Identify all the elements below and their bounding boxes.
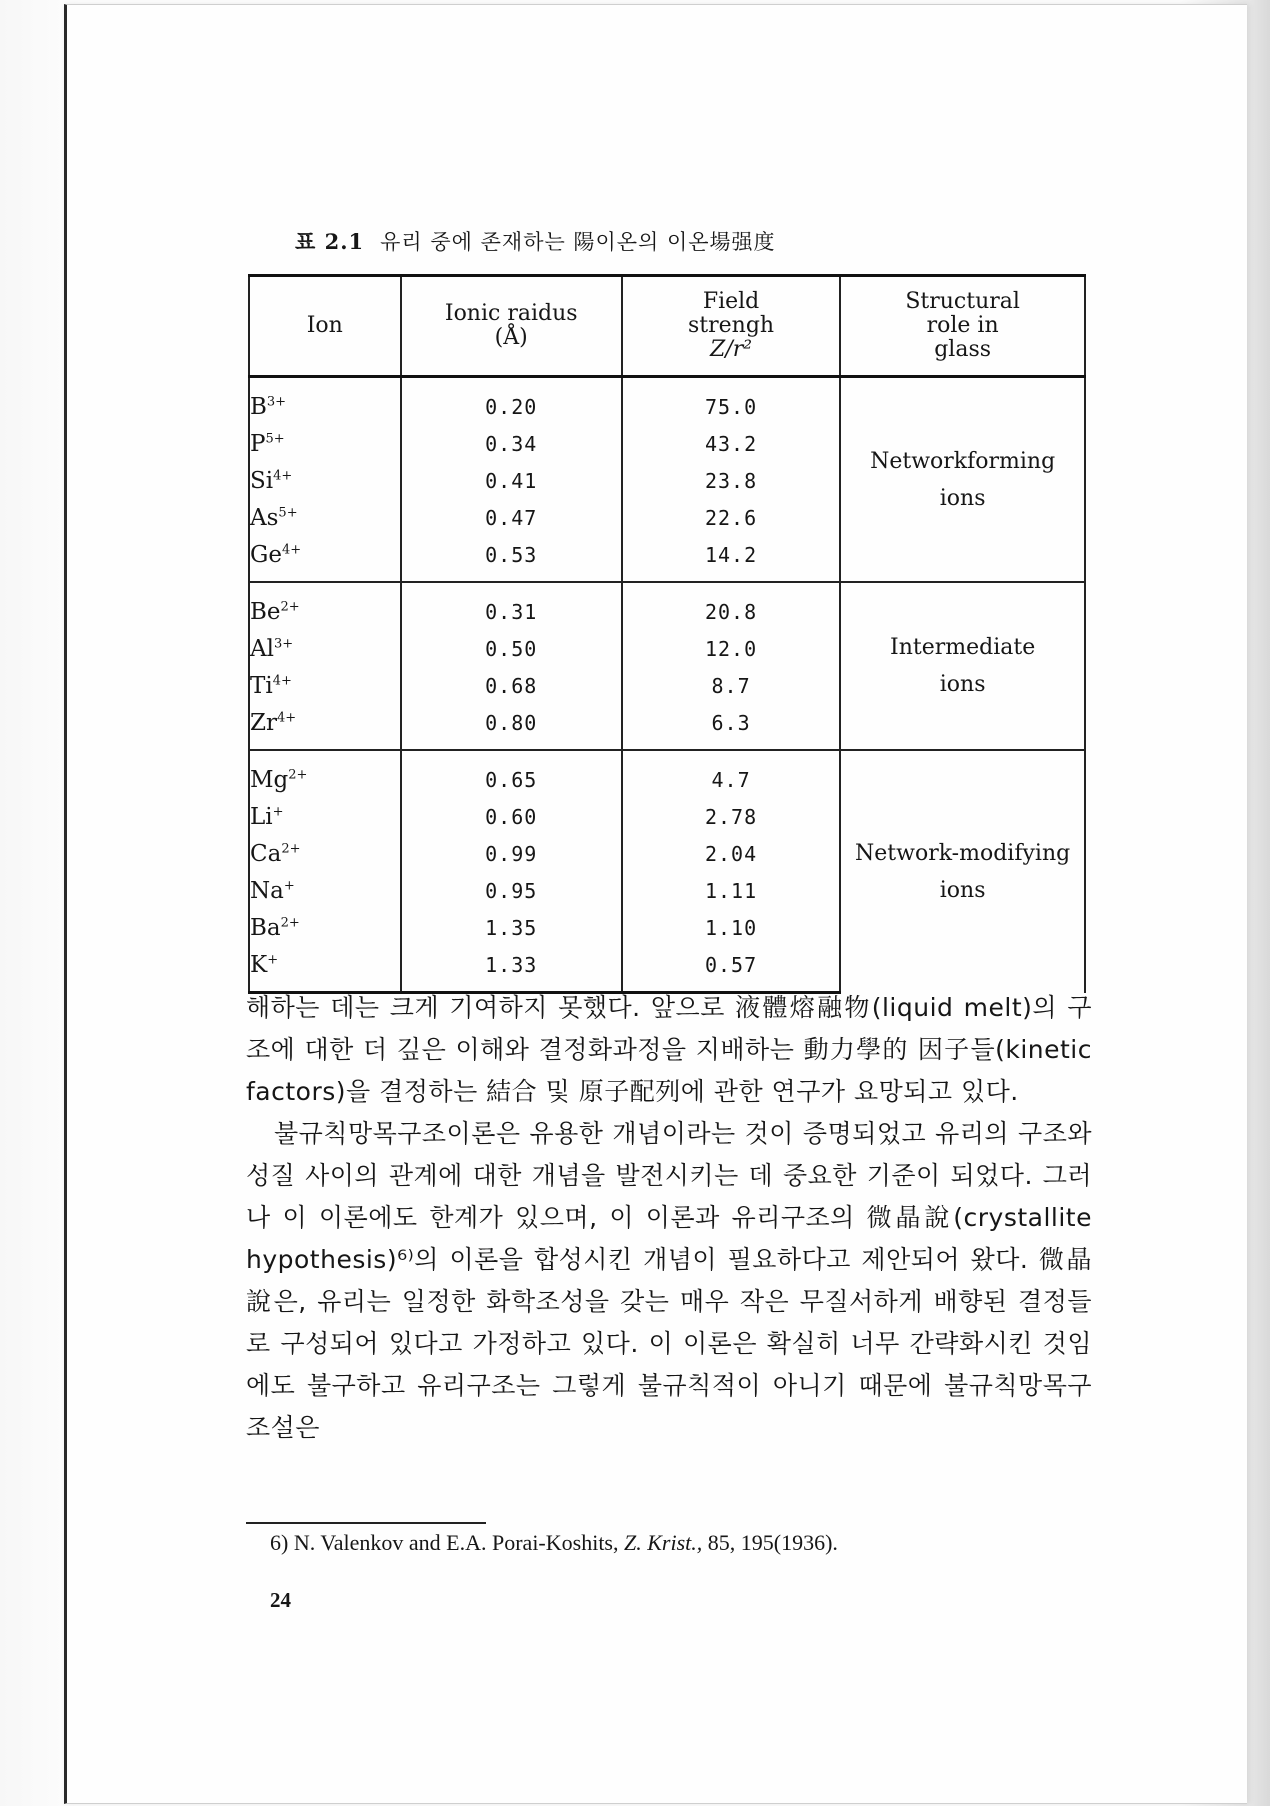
field-strength-cell: 75.0 [622, 377, 840, 426]
page-number: 24 [270, 1588, 291, 1612]
ionic-radius-cell: 0.31 [401, 582, 622, 630]
field-strength-cell: 4.7 [622, 750, 840, 798]
ion-symbol: Ge [250, 541, 282, 568]
ionic-radius-cell: 0.34 [401, 425, 622, 462]
table-group [249, 750, 1085, 993]
header-ion: Ion [249, 276, 401, 377]
header-structural-role: Structural role in glass [840, 276, 1085, 377]
ion-cell [249, 835, 401, 872]
ion-symbol: Na [250, 877, 284, 904]
ion-symbol: Zr [250, 709, 277, 736]
ion-cell [249, 536, 401, 582]
footnote [270, 1530, 838, 1556]
ionic-radius-cell: 0.53 [401, 536, 622, 582]
structural-role-cell [840, 750, 1085, 993]
ionic-radius-cell: 0.47 [401, 499, 622, 536]
ion-symbol: Al [250, 635, 274, 662]
field-strength-cell: 1.10 [622, 909, 840, 946]
field-strength-cell: 2.04 [622, 835, 840, 872]
ionic-radius-cell: 0.41 [401, 462, 622, 499]
ion-cell [249, 667, 401, 704]
footnote-divider [246, 1522, 486, 1524]
role-label-suffix: ions [939, 485, 986, 511]
footnote-journal: Z. Krist., [624, 1530, 703, 1555]
table-group [249, 582, 1085, 750]
ion-charge: 4+ [272, 672, 292, 688]
ionic-radius-cell: 0.95 [401, 872, 622, 909]
ion-symbol: Ba [250, 914, 281, 941]
ion-symbol: Mg [250, 766, 289, 793]
role-label: Networkforming [870, 448, 1056, 474]
ion-symbol: Li [250, 803, 273, 830]
role-label-suffix: ions [939, 877, 986, 903]
table-row [249, 750, 1085, 798]
ion-charge: + [267, 951, 279, 967]
ionic-radius-cell: 0.99 [401, 835, 622, 872]
ionic-radius-cell: 0.65 [401, 750, 622, 798]
table-caption-number: 표 2.1 [295, 229, 365, 254]
ion-symbol: K [250, 951, 268, 978]
ionic-radius-cell: 0.60 [401, 798, 622, 835]
ion-cell [249, 704, 401, 750]
structural-role-cell [840, 377, 1085, 583]
ion-symbol: Ca [250, 840, 282, 867]
ion-charge: 3+ [273, 635, 294, 651]
ion-cell [249, 750, 401, 798]
ion-cell [249, 582, 401, 630]
ion-charge: 5+ [278, 504, 298, 520]
ionic-radius-cell: 0.20 [401, 377, 622, 426]
ion-charge: 5+ [265, 430, 285, 446]
role-label: Intermediate [890, 635, 1036, 660]
ion-charge: + [272, 803, 284, 819]
table-caption-text: 유리 중에 존재하는 陽이온의 이온場强度 [380, 230, 776, 254]
ion-charge: 2+ [280, 914, 300, 930]
role-label: Network-modifying [855, 840, 1071, 866]
ion-cell [249, 499, 401, 536]
field-strength-cell: 20.8 [622, 582, 840, 630]
ion-cell [249, 425, 401, 462]
ion-charge: 2+ [288, 766, 308, 782]
ion-charge: 3+ [266, 393, 287, 409]
field-strength-cell: 8.7 [622, 667, 840, 704]
ion-cell [249, 872, 401, 909]
ion-symbol: P [250, 430, 266, 457]
ion-charge: 2+ [280, 598, 300, 614]
ionic-radius-cell: 0.68 [401, 667, 622, 704]
ion-cell [249, 798, 401, 835]
table-caption [295, 226, 776, 256]
field-strength-cell: 1.11 [622, 872, 840, 909]
field-strength-cell: 2.78 [622, 798, 840, 835]
field-strength-cell: 0.57 [622, 946, 840, 993]
table-row [249, 582, 1085, 630]
ion-cell [249, 630, 401, 667]
footnote-citation: 85, 195(1936). [707, 1530, 838, 1555]
ion-symbol: B [250, 393, 267, 420]
ion-symbol: Ti [250, 672, 273, 699]
ion-charge: 4+ [273, 467, 293, 483]
structural-role-cell [840, 582, 1085, 750]
header-ionic-radius: Ionic raidus (Å) [401, 276, 622, 377]
body-text [246, 987, 1092, 1449]
ion-cell [249, 909, 401, 946]
ionic-radius-cell: 1.35 [401, 909, 622, 946]
ion-charge: 4+ [281, 541, 302, 557]
ion-charge: 2+ [281, 840, 301, 856]
field-strength-cell: 22.6 [622, 499, 840, 536]
paragraph-2: 불규칙망목구조이론은 유용한 개념이라는 것이 증명되었고 유리의 구조와 성질 사이의 관계에 대한 개념을 발전시키는 데 중요한 기준이 되었다. 그러나 이 이론에도 한계가 있으며, 이 이론과 유리구조의 微晶說(crystallite hypothesis)⁶⁾의 이론을 합성시킨 개념이 필요하다고 제안되어 왔다. 微晶說은, 유리는 일정한 화학조성을 갖는 매우 작은 무질서하게 배향된 결정들로 구성되어 있다고 가정하고 있다. 이 이론은 확실히 너무 간략화시킨 것임에도 불구하고 유리구조는 그렇게 불규칙적이 아니기 때문에 불규칙망목구조설은 [246, 1119, 1092, 1442]
field-strength-cell: 6.3 [622, 704, 840, 750]
ion-field-strength-table [248, 274, 1086, 994]
paragraph-1: 해하는 데는 크게 기여하지 못했다. 앞으로 液體熔融物(liquid melt)의 구조에 대한 더 깊은 이해와 결정화과정을 지배하는 動力學的 因子들(kinetic factors)을 결정하는 結合 및 原子配列에 관한 연구가 요망되고 있다. [246, 993, 1092, 1106]
ionic-radius-cell: 0.80 [401, 704, 622, 750]
ion-cell [249, 377, 401, 426]
ion-charge: 4+ [276, 709, 297, 725]
ion-cell [249, 946, 401, 993]
ion-cell [249, 462, 401, 499]
field-strength-cell: 14.2 [622, 536, 840, 582]
ion-symbol: As [250, 504, 279, 531]
field-strength-cell: 12.0 [622, 630, 840, 667]
footnote-authors: 6) N. Valenkov and E.A. Porai-Koshits, [270, 1530, 619, 1555]
role-label-suffix: ions [939, 672, 986, 697]
ion-symbol: Si [250, 467, 274, 494]
table-row [249, 377, 1085, 426]
ion-symbol: Be [250, 598, 281, 625]
ionic-radius-cell: 1.33 [401, 946, 622, 993]
table-group [249, 377, 1085, 583]
table-header-row [249, 276, 1085, 377]
ion-charge: + [283, 877, 295, 893]
ionic-radius-cell: 0.50 [401, 630, 622, 667]
field-strength-cell: 43.2 [622, 425, 840, 462]
header-field-strength: Field strengh Z/r² [622, 276, 840, 377]
field-strength-cell: 23.8 [622, 462, 840, 499]
